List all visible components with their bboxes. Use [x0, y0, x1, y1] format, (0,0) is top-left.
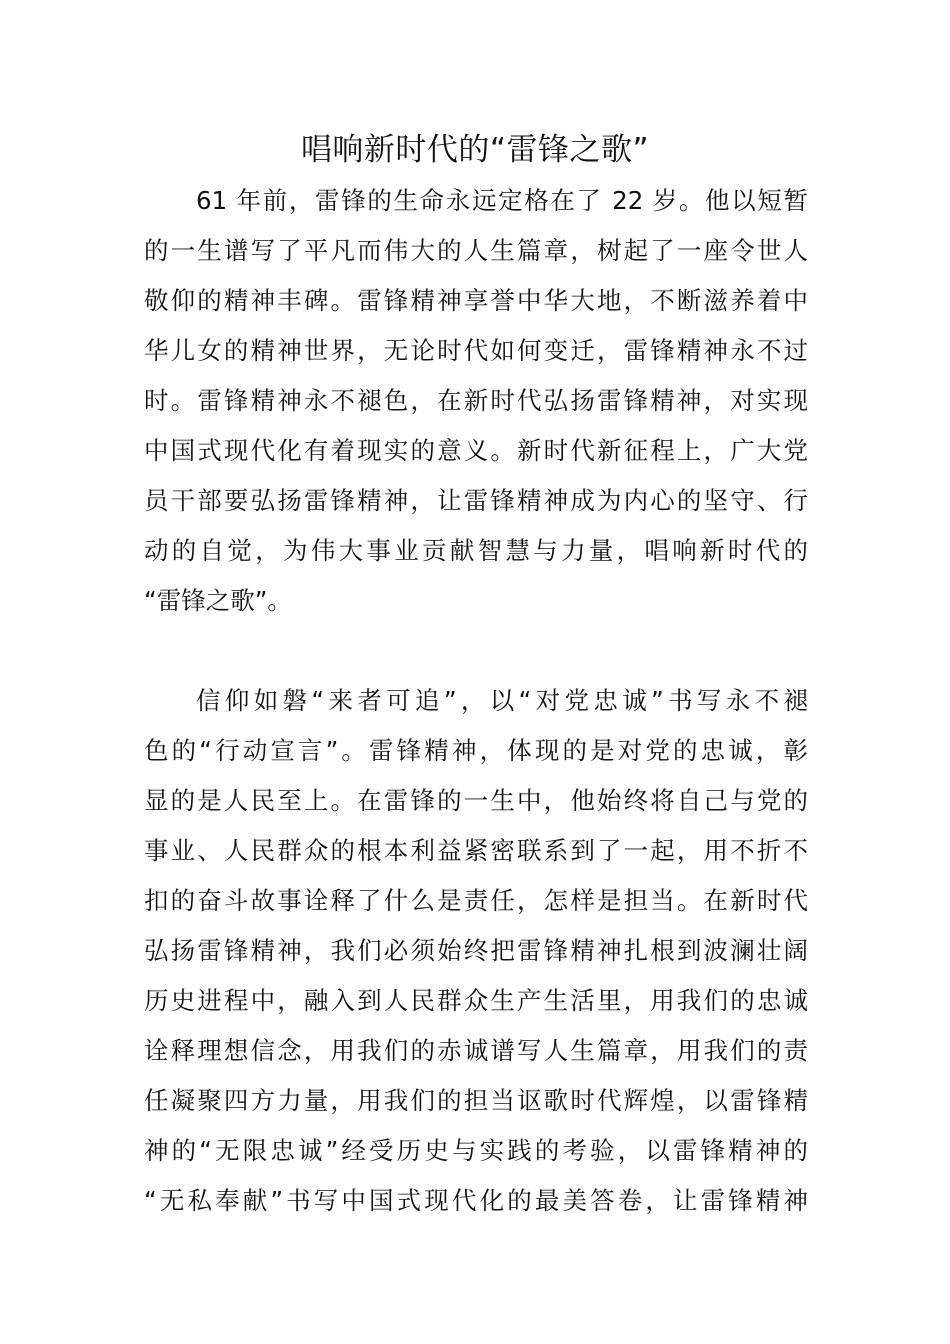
paragraph-line: 事业、人民群众的根本利益紧密联系到了一起，用不折不	[144, 836, 808, 865]
paragraph-line: 神的“无限忠诚”经受历史与实践的考验，以雷锋精神的	[144, 1136, 808, 1165]
paragraph-line: 扣的奋斗故事诠释了什么是责任，怎样是担当。在新时代	[144, 886, 808, 915]
paragraph-2	[144, 679, 808, 1229]
paragraph-line: 敬仰的精神丰碑。雷锋精神享誉中华大地，不断滋养着中	[144, 286, 808, 315]
paragraph-line: 诠释理想信念，用我们的赤诚谱写人生篇章，用我们的责	[144, 1036, 808, 1065]
paragraph-line: “无私奉献”书写中国式现代化的最美答卷，让雷锋精神	[144, 1186, 808, 1215]
paragraph-line: 华儿女的精神世界，无论时代如何变迁，雷锋精神永不过	[144, 336, 808, 365]
paragraph-line: 显的是人民至上。在雷锋的一生中，他始终将自己与党的	[144, 786, 808, 815]
paragraph-line: 时。雷锋精神永不褪色，在新时代弘扬雷锋精神，对实现	[144, 386, 808, 415]
paragraph-line: 弘扬雷锋精神，我们必须始终把雷锋精神扎根到波澜壮阔	[144, 936, 808, 965]
paragraph-line: 任凝聚四方力量，用我们的担当讴歌时代辉煌，以雷锋精	[144, 1086, 808, 1115]
paragraph-line: 员干部要弘扬雷锋精神，让雷锋精神成为内心的坚守、行	[144, 486, 808, 515]
paragraph-spacer	[144, 629, 808, 679]
paragraph-line: 色的“行动宣言”。雷锋精神，体现的是对党的忠诚，彰	[144, 736, 808, 765]
paragraph-line: 动的自觉，为伟大事业贡献智慧与力量，唱响新时代的	[144, 536, 808, 565]
document-body	[144, 179, 808, 1229]
paragraph-line: 的一生谱写了平凡而伟大的人生篇章，树起了一座令世人	[144, 236, 808, 265]
paragraph-line: 历史进程中，融入到人民群众生产生活里，用我们的忠诚	[144, 986, 808, 1015]
paragraph-line: 信仰如磐“来者可追”，以“对党忠诚”书写永不褪	[196, 686, 808, 715]
page-title: 唱响新时代的“雷锋之歌”	[300, 132, 650, 168]
paragraph-line: “雷锋之歌”。	[144, 586, 292, 615]
paragraph-line: 中国式现代化有着现实的意义。新时代新征程上，广大党	[144, 436, 808, 465]
paragraph-line: 61 年前，雷锋的生命永远定格在了 22 岁。他以短暂	[196, 186, 808, 215]
paragraph-1	[144, 179, 808, 629]
